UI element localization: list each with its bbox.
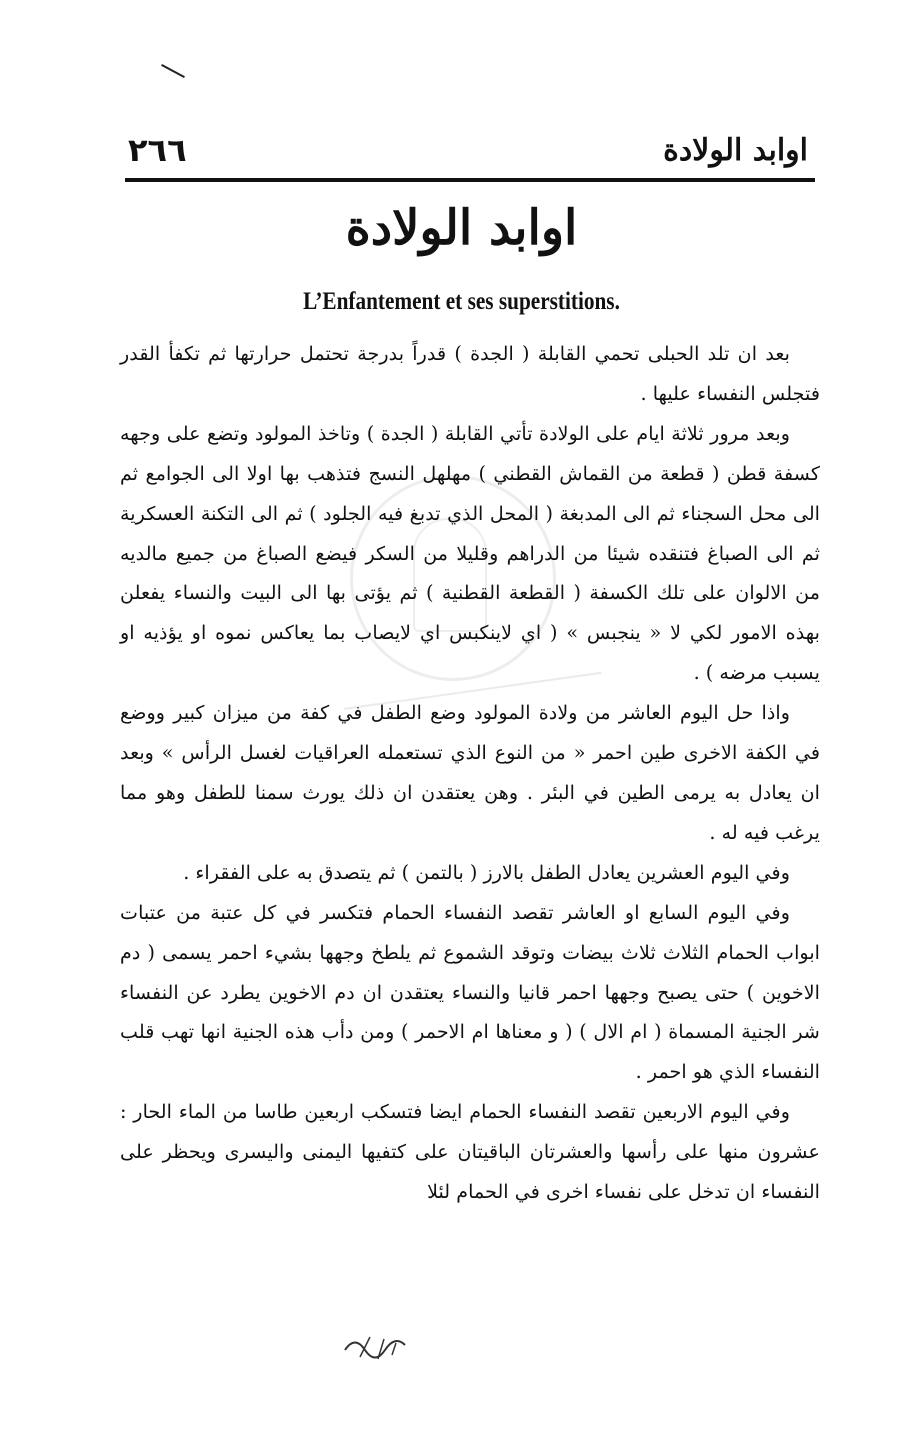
footer-ornament-icon — [340, 1325, 410, 1365]
paragraph-3: واذا حل اليوم العاشر من ولادة المولود وضع الطفل في كفة من ميزان كبير ووضع في الكفة الاخرى طين احمر « من النوع الذي تستعمله العراقيات لغسل الرأس » وبعد ان يعادل به يرمى الطين في البئر . وهن يعتقدن ان ذلك يورث سمنا للطفل وهو مما يرغب فيه له . — [120, 701, 820, 844]
corner-pen-mark — [161, 64, 185, 78]
page-number: ٢٦٦ — [128, 131, 187, 169]
paragraph-4: وفي اليوم العشرين يعادل الطفل بالارز ( بالتمن ) ثم يتصدق به على الفقراء . — [183, 860, 790, 884]
paragraph-2: وبعد مرور ثلاثة ايام على الولادة تأتي القابلة ( الجدة ) وتاخذ المولود وتضع على وجهه كسفة قطن ( قطعة من القماش القطني ) مهلهل النسج فتذهب بها اولا الى الجوامع ثم الى محل السجناء ثم الى المدبغة ( المحل الذي تدبغ فيه الجلود ) ثم الى التكنة العسكرية ثم الى الصباغ فتنقده شيئا من الدراهم وقليلا من السكر فيضع الصباغ من جميع مالديه من الالوان على تلك الكسفة ( القطعة القطنية ) ثم يؤتى بها الى البيت والنساء يفعلن بهذه الامور لكي لا « ينجبس » ( اي لاينكبس اي لايصاب بما يعاكس نموه او يؤذيه او يسبب مرضه ) . — [120, 421, 820, 685]
paragraph-1: بعد ان تلد الحبلى تحمي القابلة ( الجدة ) قدراً بدرجة تحتمل حرارتها ثم تكفأ القدر فتجلس النفساء عليها . — [120, 342, 820, 405]
running-title: اوابد الولادة — [663, 132, 808, 168]
page-header — [128, 128, 808, 172]
header-rule — [125, 178, 815, 182]
paragraph-5: وفي اليوم السابع او العاشر تقصد النفساء الحمام فتكسر في كل عتبة من عتبات ابواب الحمام الثلاث ثلاث بيضات وتوقد الشموع ثم يلطخ وجهها بشيء احمر يسمى ( دم الاخوين ) حتى يصبح وجهها احمر قانيا والنساء يعتقدن ان دم الاخوين يطرد عن النفساء شر الجنية المسماة ( ام الال ) ( و معناها ام الاحمر ) ومن دأب هذه الجنية انها تهب قلب النفساء الذي هو احمر . — [120, 900, 820, 1084]
article-body — [120, 334, 820, 1212]
paragraph-6: وفي اليوم الاربعين تقصد النفساء الحمام ايضا فتسكب اربعين طاسا من الماء الحار : عشرون منها على رأسها والعشرتان الباقيتان على كتفيها اليمنى واليسرى ويحظر على النفساء ان تدخل على نفساء اخرى في الحمام لئلا — [120, 1100, 820, 1204]
article-title: اوابد الولادة — [345, 200, 578, 256]
article-subtitle: L’Enfantement et ses superstitions. — [303, 288, 620, 315]
